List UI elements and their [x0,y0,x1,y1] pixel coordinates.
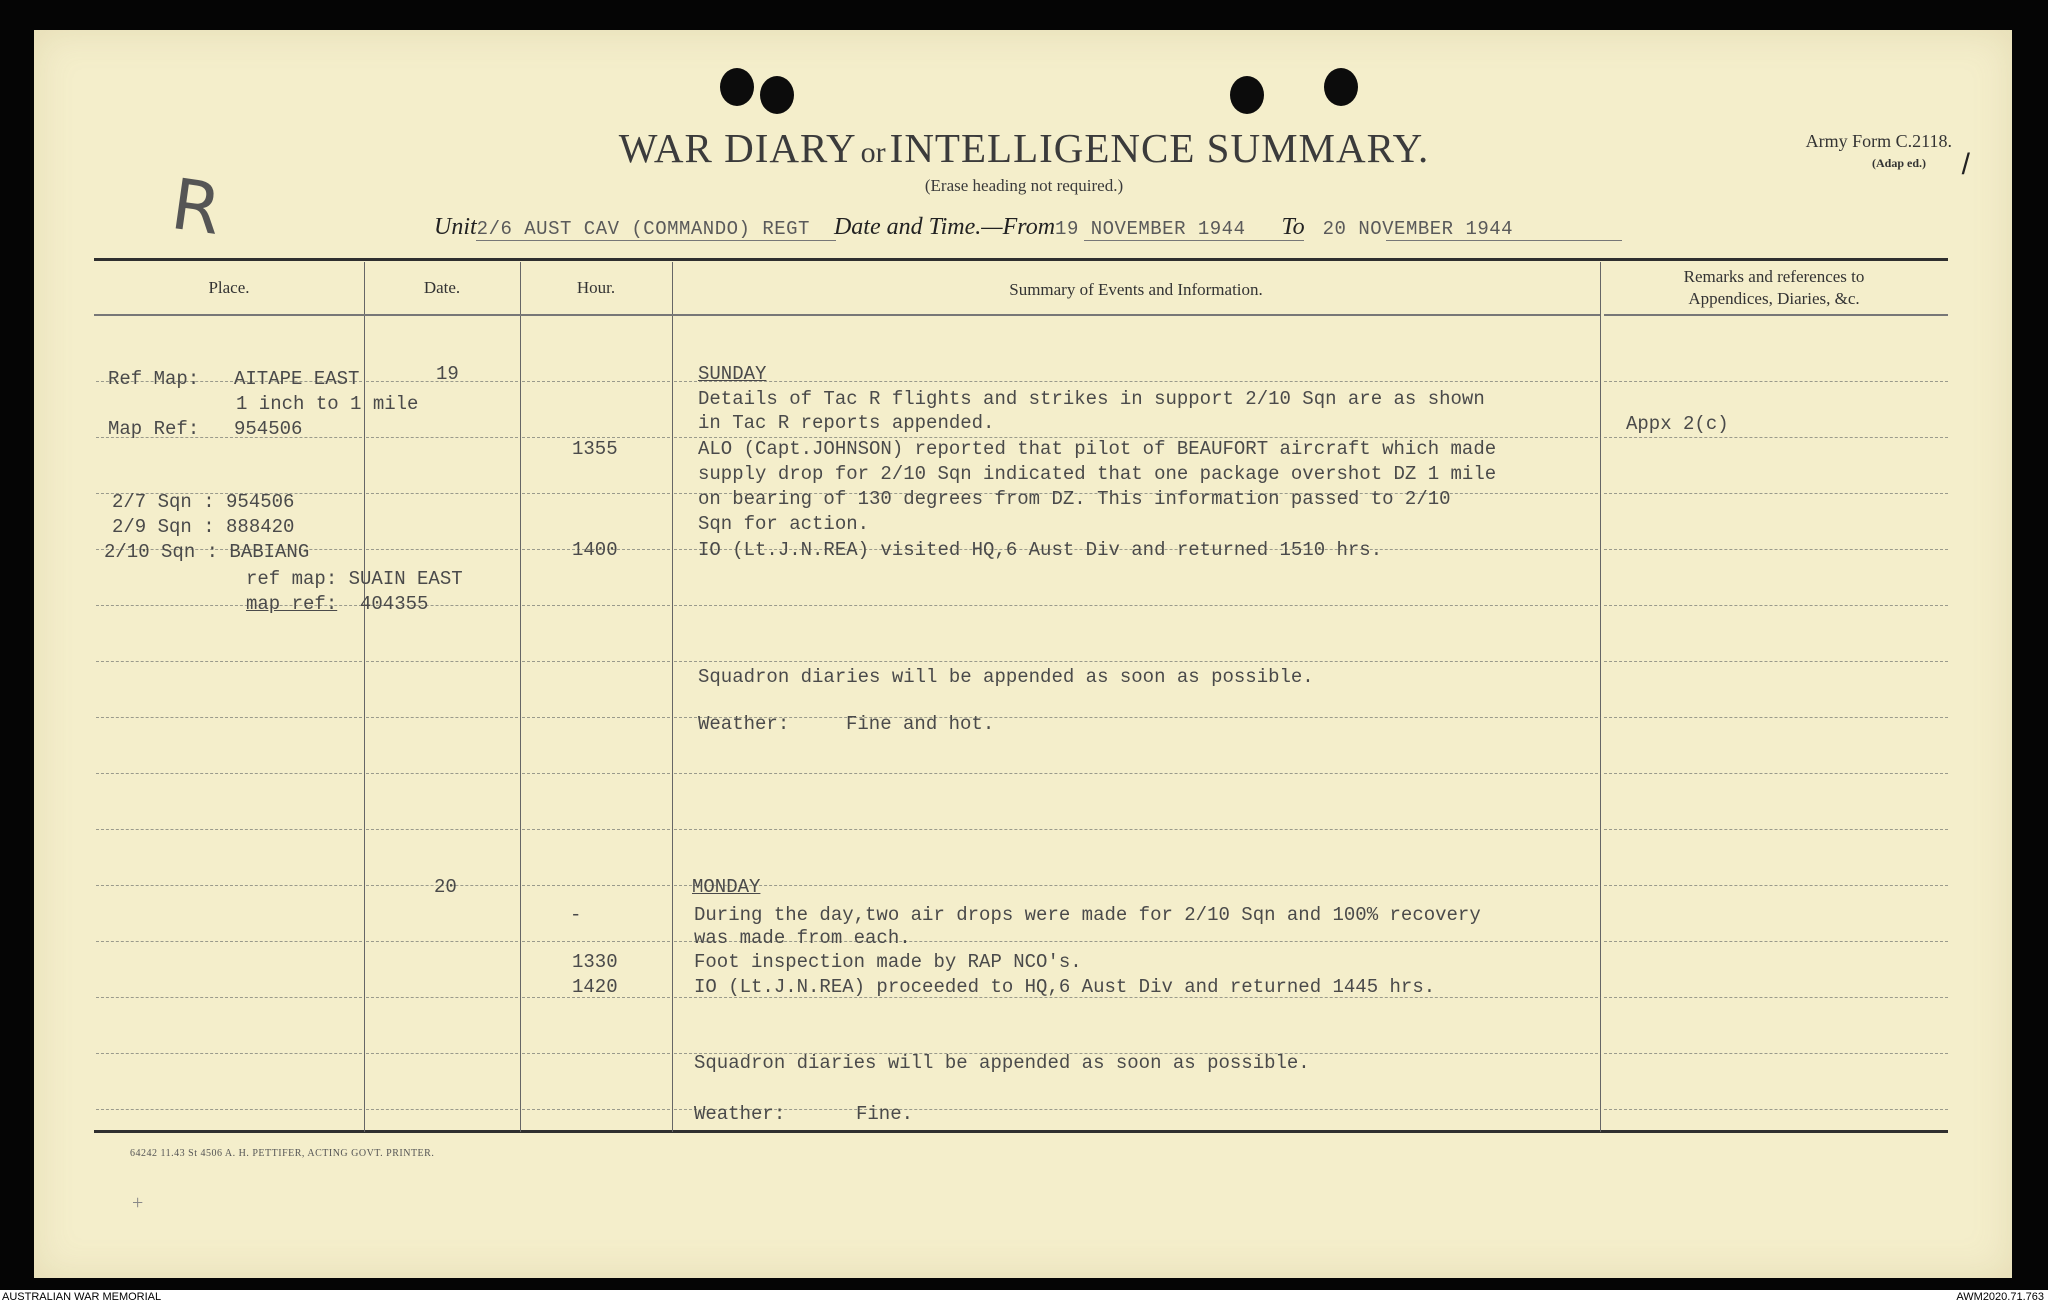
ruled-line [366,717,518,718]
ruled-line [366,941,518,942]
map-scale: 1 inch to 1 mile [236,393,419,415]
header-hour: Hour. [576,278,616,297]
ruled-line [522,941,670,942]
header-remarks [1600,266,1948,310]
weather-label: Weather: [698,713,790,735]
hour-1330: 1330 [572,951,618,973]
ruled-line [1604,1053,1948,1054]
weather-value: Fine. [856,1103,914,1125]
sqn-2-10-location: 2/10 Sqn : BABIANG [104,541,310,563]
ruled-line [674,605,1598,606]
header-summary: Summary of Events and Information. [1009,280,1263,299]
punch-hole [1230,76,1264,114]
map-ref-2-value: 404355 [360,593,429,615]
ruled-line [366,1053,518,1054]
summary-line: Sqn for action. [698,513,870,535]
from-date-value: 19 NOVEMBER 1944 [1055,218,1246,240]
title-intelligence-summary: INTELLIGENCE SUMMARY. [889,125,1430,171]
ruled-line [96,1109,362,1110]
header-remarks-line1: Remarks and references to [1683,267,1865,286]
unit-underline [476,240,836,241]
map-ref-value: 954506 [234,418,303,440]
to-underline [1386,240,1622,241]
ruled-line [1604,549,1948,550]
from-underline [1084,240,1304,241]
sqn-2-7-location: 2/7 Sqn : 954506 [112,491,295,513]
plus-mark: + [132,1192,144,1214]
margin-initial-mark: R [166,163,227,251]
ruled-line [522,661,670,662]
squadron-note: Squadron diaries will be appended as soon as possible. [694,1052,1310,1074]
ruled-line [522,1109,670,1110]
army-form-label [1806,130,1952,174]
hour-1400: 1400 [572,539,618,561]
date-time-label: Date and Time.—From [833,214,1056,240]
unit-label: Unit [434,214,477,240]
hour-1355: 1355 [572,438,618,460]
army-form-number: Army Form C.2118. [1805,131,1952,151]
date-20: 20 [434,876,457,898]
summary-line: was made from each. [694,927,911,949]
ruled-line [674,661,1598,662]
ruled-line [1604,829,1948,830]
ruled-line [1604,717,1948,718]
ref-map-2: ref map: SUAIN EAST [246,568,463,590]
ref-map-label: Ref Map: [108,368,200,390]
form-title [0,124,2048,172]
map-ref-label: Map Ref: [108,418,200,440]
table-bottom-rule [94,1130,1948,1133]
header-remarks-line2: Appendices, Diaries, &c. [1688,289,1860,308]
sqn-2-9-location: 2/9 Sqn : 888420 [112,516,295,538]
ruled-line [366,549,518,550]
archive-footer [0,1290,2048,1304]
summary-line: ALO (Capt.JOHNSON) reported that pilot of BEAUFORT aircraft which made [698,438,1497,460]
summary-line: During the day,two air drops were made for 2/10 Sqn and 100% recovery [694,904,1481,926]
hour-1420: 1420 [572,976,618,998]
header-place: Place. [208,278,250,297]
header-date: Date. [423,278,461,297]
ruled-line [1604,941,1948,942]
ruled-line [96,773,362,774]
ruled-line [1604,605,1948,606]
summary-line: supply drop for 2/10 Sqn indicated that one package overshot DZ 1 mile [698,463,1497,485]
ruled-line [674,381,1598,382]
ruled-line [96,1053,362,1054]
ruled-line [522,381,670,382]
day-sunday: SUNDAY [698,363,767,385]
squadron-note: Squadron diaries will be appended as soon as possible. [698,666,1314,688]
column-divider [1600,262,1601,1132]
ruled-line [674,885,1598,886]
ruled-line [522,493,670,494]
summary-line: IO (Lt.J.N.REA) proceeded to HQ,6 Aust Div and returned 1445 hrs. [694,976,1436,998]
unit-date-line [434,214,1513,241]
ruled-line [366,829,518,830]
ruled-line [1604,493,1948,494]
ruled-line [522,717,670,718]
date-19: 19 [436,363,459,385]
ruled-line [1604,885,1948,886]
ruled-line [96,717,362,718]
header-underline-remarks [1604,314,1948,316]
ruled-line [1604,381,1948,382]
to-label: To [1281,214,1305,240]
punch-hole [720,68,754,106]
weather-value: Fine and hot. [846,713,995,735]
ruled-line [96,829,362,830]
column-divider [672,262,673,1132]
ruled-line [522,605,670,606]
ruled-line [522,829,670,830]
ruled-line [366,997,518,998]
erase-note: (Erase heading not required.) [924,176,1124,195]
ruled-line [366,773,518,774]
ruled-line [1604,773,1948,774]
title-or: or [860,136,886,169]
ruled-line [96,941,362,942]
ruled-line [522,773,670,774]
archive-reference: AWM2020.71.763 [1956,1291,2044,1303]
summary-line: Foot inspection made by RAP NCO's. [694,951,1082,973]
weather-label: Weather: [694,1103,786,1125]
ruled-line [674,773,1598,774]
day-monday: MONDAY [692,876,761,898]
ref-map-value: AITAPE EAST [234,368,360,390]
ruled-line [96,661,362,662]
ruled-line [96,997,362,998]
summary-line: on bearing of 130 degrees from DZ. This information passed to 2/10 [698,488,1451,510]
adap-note: (Adap ed.) [1871,156,1926,170]
to-date-value: 20 NOVEMBER 1944 [1322,218,1514,240]
header-underline [94,314,1600,316]
ruled-line [1604,661,1948,662]
ruled-line [96,885,362,886]
ruled-line [522,885,670,886]
ruled-line [366,437,518,438]
unit-value: 2/6 AUST CAV (COMMANDO) REGT [476,218,810,240]
ruled-line [366,661,518,662]
ruled-line [1604,437,1948,438]
punch-hole [1324,68,1358,106]
ruled-line [674,1109,1598,1110]
punch-hole [760,76,794,114]
summary-line: Details of Tac R flights and strikes in support 2/10 Sqn are as shown [698,388,1485,410]
title-war-diary: WAR DIARY [618,125,857,171]
ruled-line [1604,1109,1948,1110]
table-top-rule [94,258,1948,261]
map-ref-2-label: map ref: [246,593,338,615]
archive-name: AUSTRALIAN WAR MEMORIAL [2,1291,162,1303]
column-divider [520,262,521,1132]
hour-dash: - [570,904,582,926]
handwritten-tick: / [1961,148,1970,181]
printer-imprint: 64242 11.43 St 4506 A. H. PETTIFER, ACTING GOVT. PRINTER. [130,1148,435,1159]
ruled-line [1604,997,1948,998]
ruled-line [674,717,1598,718]
summary-line: in Tac R reports appended. [698,412,995,434]
summary-line: IO (Lt.J.N.REA) visited HQ,6 Aust Div and returned 1510 hrs. [698,539,1383,561]
remark-appx: Appx 2(c) [1626,413,1729,435]
ruled-line [366,1109,518,1110]
ruled-line [522,1053,670,1054]
ruled-line [366,493,518,494]
ruled-line [674,829,1598,830]
